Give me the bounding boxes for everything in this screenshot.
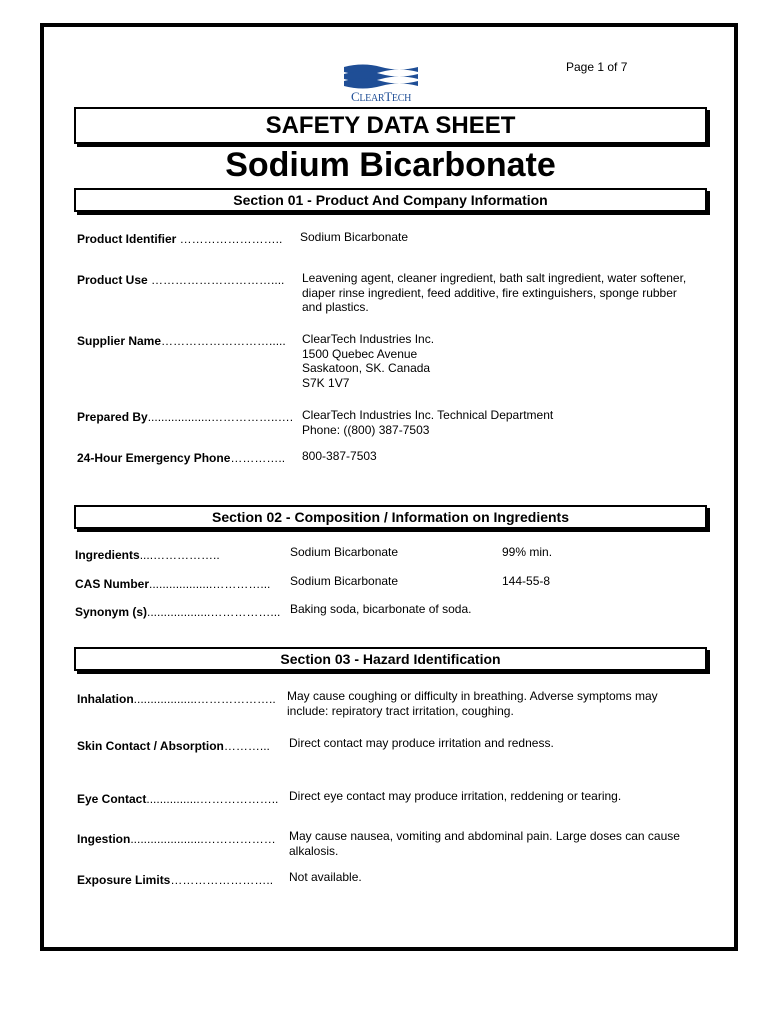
synonyms-value: Baking soda, bicarbonate of soda.	[290, 602, 472, 616]
cas-number-label: CAS Number...................…………...	[75, 577, 271, 591]
ingredients-concentration: 99% min.	[502, 545, 553, 559]
emergency-phone-label: 24-Hour Emergency Phone…………..	[77, 451, 286, 465]
ingredients-label: Ingredients....……………..	[75, 548, 220, 562]
product-identifier-label: Product Identifier ……………………..	[77, 232, 283, 246]
document-title: SAFETY DATA SHEET	[74, 107, 707, 144]
skin-contact-value: Direct contact may produce irritation and redness.	[289, 736, 554, 750]
inhalation-label: Inhalation...................………………..	[77, 692, 276, 706]
cleartech-logo	[341, 62, 421, 106]
prepared-by-label: Prepared By...................……………..….	[77, 410, 294, 424]
ingestion-value: May cause nausea, vomiting and abdominal pain. Large doses can cause alkalosis.	[289, 829, 680, 858]
cleartech-wave-icon	[341, 62, 421, 106]
product-identifier-value: Sodium Bicarbonate	[300, 230, 409, 244]
inhalation-value: May cause coughing or difficulty in breathing. Adverse symptoms may include: repiratory tract irritation, coughing.	[287, 689, 658, 718]
exposure-limits-value: Not available.	[289, 870, 362, 884]
supplier-address: ClearTech Industries Inc. 1500 Quebec Avenue Saskatoon, SK. Canada S7K 1V7	[302, 332, 435, 390]
page-number: Page 1 of 7	[566, 60, 628, 74]
prepared-by-value: ClearTech Industries Inc. Technical Department Phone: ((800) 387-7503	[302, 408, 554, 437]
skin-contact-label: Skin Contact / Absorption………...	[77, 739, 270, 753]
ingredients-value: Sodium Bicarbonate	[290, 545, 399, 559]
exposure-limits-label: Exposure Limits……………………..	[77, 873, 274, 887]
cas-number-chemical: Sodium Bicarbonate	[290, 574, 399, 588]
product-use-value: Leavening agent, cleaner ingredient, bath salt ingredient, water softener, diaper rinse ingredient, feed additive, fire extinguishers, sponge rubber and plastics.	[302, 271, 687, 314]
emergency-phone-value: 800-387-7503	[302, 449, 377, 463]
eye-contact-value: Direct eye contact may produce irritation, reddening or tearing.	[289, 789, 622, 803]
product-name: Sodium Bicarbonate	[225, 146, 556, 184]
section-02-heading: Section 02 - Composition / Information on Ingredients	[74, 505, 707, 529]
product-use-label: Product Use …………………………....	[77, 273, 285, 287]
section-03-heading: Section 03 - Hazard Identification	[74, 647, 707, 671]
supplier-name-label: Supplier Name……………………….....	[77, 334, 286, 348]
section-01-heading: Section 01 - Product And Company Information	[74, 188, 707, 212]
cas-number-value: 144-55-8	[502, 574, 551, 588]
ingestion-label: Ingestion......................………………	[77, 832, 276, 846]
eye-contact-label: Eye Contact................………………..	[77, 792, 279, 806]
synonyms-label: Synonym (s)...................……………...	[75, 605, 281, 619]
svg-text:CLEARTECH: CLEARTECH	[350, 89, 412, 104]
